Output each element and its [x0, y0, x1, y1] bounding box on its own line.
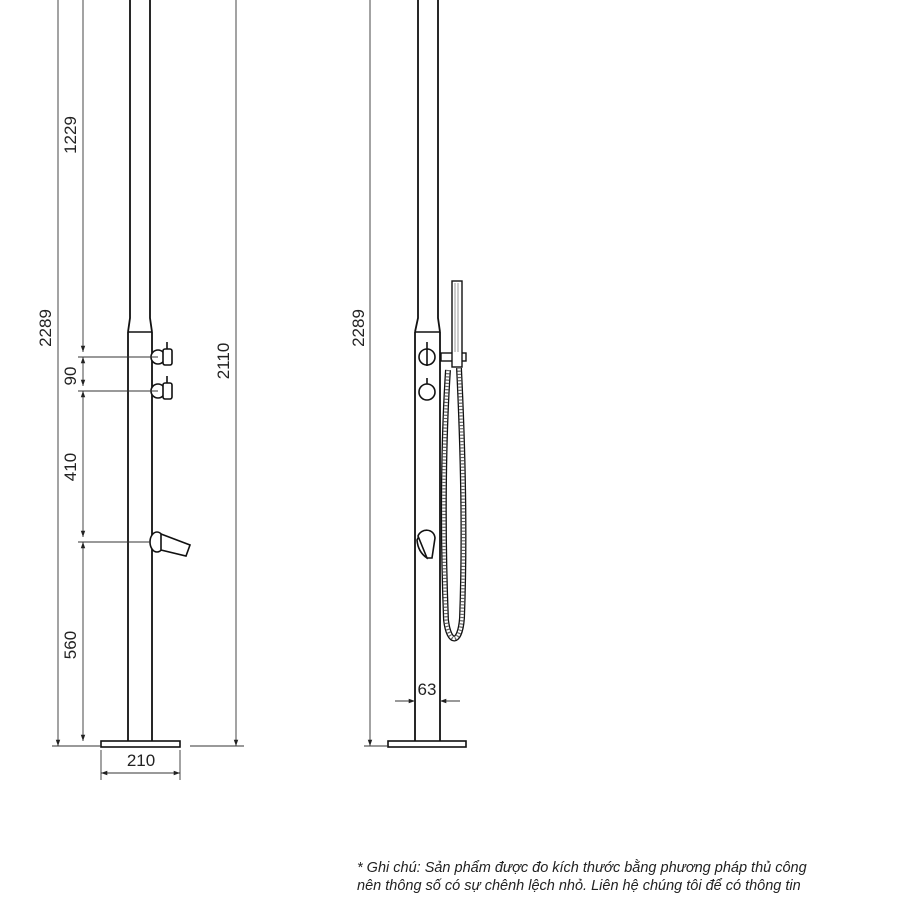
side-handle-upper — [419, 342, 435, 366]
front-lower-body — [128, 332, 152, 741]
front-spout — [150, 532, 190, 556]
dim-410: 410 — [61, 452, 80, 482]
side-hose — [444, 368, 464, 639]
side-handle-lower — [419, 378, 435, 400]
front-view — [36, 0, 244, 780]
dim-560: 560 — [61, 630, 80, 660]
side-hand-shower — [441, 281, 466, 367]
dim-90: 90 — [61, 366, 80, 386]
dim-210: 210 — [126, 751, 156, 770]
dim-2289-side: 2289 — [349, 309, 368, 347]
side-view — [349, 0, 466, 747]
front-handle-lower — [151, 376, 172, 399]
disclaimer-note — [357, 859, 897, 895]
dim-2110: 2110 — [214, 342, 233, 380]
note-line-1: * Ghi chú: Sản phẩm được đo kích thước bằng phương pháp thủ công — [357, 860, 807, 876]
front-base-plate — [101, 741, 180, 747]
front-handle-upper — [151, 342, 172, 365]
note-line-2: nên thông số có sự chênh lệch nhỏ. Liên hệ chúng tôi để có thông tin — [357, 878, 801, 894]
dim-2289-front: 2289 — [36, 309, 55, 347]
side-base-plate — [388, 741, 466, 747]
side-upper-pipe — [415, 0, 440, 332]
dim-1229: 1229 — [61, 116, 80, 154]
front-upper-pipe — [128, 0, 152, 332]
side-spout — [417, 530, 435, 558]
dim-63: 63 — [417, 680, 437, 699]
